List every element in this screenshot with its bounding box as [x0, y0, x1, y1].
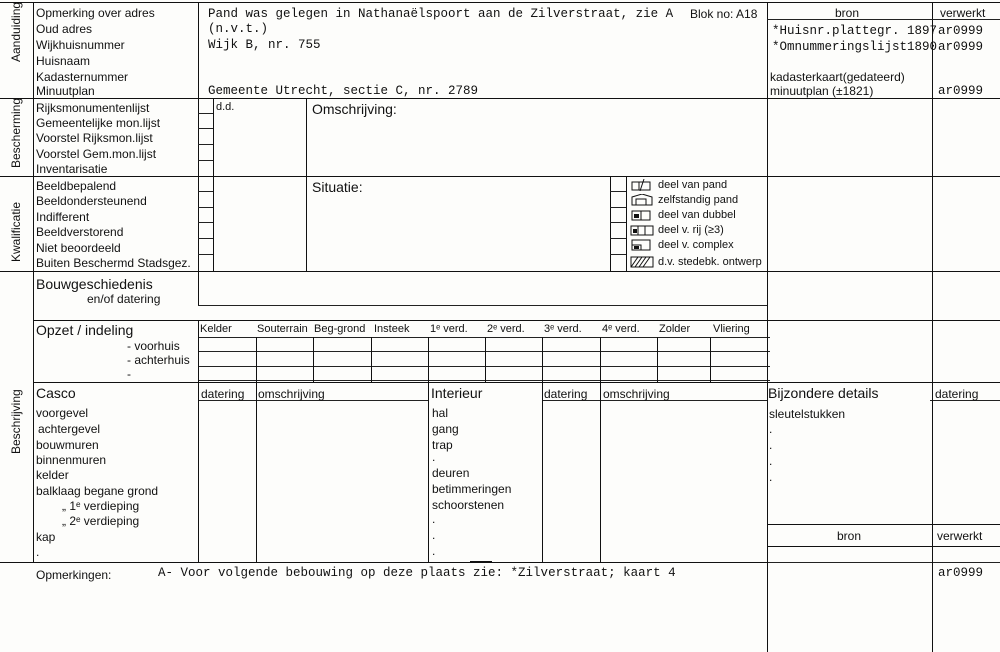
zelfstandig-pand-icon: [630, 194, 654, 206]
casco-omschrijving: omschrijving: [258, 387, 325, 401]
bijzondere-verwerkt: verwerkt: [937, 529, 983, 543]
casco-item: „ 2ᵉ verdieping: [62, 514, 140, 528]
source-1-verwerkt: ar0999: [938, 24, 984, 38]
casco-item: „ 1ᵉ verdieping: [62, 499, 140, 513]
kwalificatie-item: Buiten Beschermd Stadsgez.: [36, 256, 191, 270]
value-wijkhuisnummer: Wijk B, nr. 755: [208, 38, 321, 52]
deel-van-dubbel-icon: [630, 209, 654, 221]
label-kadasternummer: Kadasternummer: [36, 70, 129, 84]
section-aanduiding: Aanduiding: [9, 1, 23, 62]
situatie-label: Situatie:: [312, 179, 363, 195]
situatie-item: d.v. stedebk. ontwerp: [658, 256, 762, 268]
situatie-item: deel van dubbel: [658, 209, 736, 221]
stedebouwkundig-ontwerp-icon: [630, 256, 654, 268]
bijzondere-title: Bijzondere details: [768, 385, 879, 401]
value-opmerking: Pand was gelegen in Nathanaëlspoort aan de Zilverstraat, zie A: [208, 7, 674, 21]
opzet-row-voorhuis: - voorhuis: [127, 339, 180, 353]
interieur-item: trap: [432, 438, 453, 452]
kwalificatie-item: Niet beoordeeld: [36, 241, 121, 255]
situatie-item: deel v. rij (≥3): [658, 224, 724, 236]
section-kwalificatie: Kwalificatie: [9, 201, 23, 262]
opzet-col: Beg-grond: [314, 323, 366, 335]
kwalificatie-item: Beeldverstorend: [36, 225, 124, 239]
bescherming-item: Voorstel Gem.mon.lijst: [36, 147, 157, 161]
bijzondere-item: .: [769, 438, 773, 452]
label-wijkhuisnummer: Wijkhuisnummer: [36, 38, 125, 52]
bijzondere-bron: bron: [837, 529, 862, 543]
label-minuutplan: Minuutplan: [36, 84, 95, 98]
kwalificatie-item: Indifferent: [36, 210, 90, 224]
opzet-col: 3ᵉ verd.: [544, 323, 582, 335]
opzet-col: 4ᵉ verd.: [602, 323, 640, 335]
bijzondere-item: .: [769, 422, 773, 436]
interieur-item: betimmeringen: [432, 482, 512, 496]
bescherming-item: Inventarisatie: [36, 162, 108, 176]
deel-van-complex-icon: [630, 239, 654, 251]
value-minuutplan: Gemeente Utrecht, sectie C, nr. 2789: [208, 84, 479, 98]
source-2: *Omnummeringslijst1890: [772, 40, 938, 54]
casco-item: balklaag begane grond: [36, 484, 159, 498]
opmerkingen-text: A- Voor volgende bebouwing op deze plaats zie: *Zilverstraat; kaart 4: [158, 566, 676, 580]
bijzondere-item: .: [769, 454, 773, 468]
casco-item: binnenmuren: [36, 453, 107, 467]
casco-item: kelder: [36, 468, 69, 482]
situatie-item: zelfstandig pand: [658, 194, 739, 206]
source-3: kadasterkaart(gedateerd): [770, 70, 905, 84]
bescherming-item: Voorstel Rijksmon.lijst: [36, 131, 153, 145]
opzet-col: 1ᵉ verd.: [430, 323, 468, 335]
kwalificatie-item: Beeldbepalend: [36, 179, 117, 193]
bouwgeschiedenis-title: Bouwgeschiedenis: [36, 276, 153, 292]
source-2-verwerkt: ar0999: [938, 40, 984, 54]
casco-item: voorgevel: [36, 406, 89, 420]
opzet-col: Zolder: [659, 323, 691, 335]
verwerkt-header: verwerkt: [940, 6, 986, 20]
opzet-row-achterhuis: - achterhuis: [127, 353, 190, 367]
value-oud-adres: (n.v.t.): [208, 22, 269, 36]
source-4: minuutplan (±1821): [770, 84, 874, 98]
deel-van-rij-icon: [630, 224, 654, 236]
interieur-item: .: [432, 544, 436, 558]
omschrijving-label: Omschrijving:: [312, 101, 397, 117]
label-oud-adres: Oud adres: [36, 22, 93, 36]
opzet-title: Opzet / indeling: [36, 322, 134, 338]
opzet-col: Vliering: [713, 323, 750, 335]
interieur-title: Interieur: [431, 385, 483, 401]
source-4-verwerkt: ar0999: [938, 84, 984, 98]
bijzondere-item: .: [769, 470, 773, 484]
blok-number: Blok no: A18: [690, 7, 758, 21]
situatie-item: deel van pand: [658, 179, 728, 191]
opzet-col: 2ᵉ verd.: [487, 323, 525, 335]
opzet-row-blank: -: [127, 367, 131, 381]
bron-header: bron: [835, 6, 860, 20]
casco-item: .: [36, 545, 40, 559]
interieur-datering: datering: [544, 387, 588, 401]
section-bescherming: Bescherming: [9, 97, 23, 168]
label-huisnaam: Huisnaam: [36, 54, 91, 68]
bescherming-item: Rijksmonumentenlijst: [36, 101, 150, 115]
casco-item: achtergevel: [38, 422, 101, 436]
interieur-item: .: [432, 512, 436, 526]
casco-item: bouwmuren: [36, 438, 99, 452]
situatie-item: deel v. complex: [658, 239, 734, 251]
interieur-omschrijving: omschrijving: [603, 387, 670, 401]
interieur-item: gang: [432, 422, 459, 436]
source-1: *Huisnr.plattegr. 1897: [772, 24, 938, 38]
interieur-item: .: [432, 528, 436, 542]
casco-datering: datering: [201, 387, 245, 401]
interieur-item: .: [432, 450, 436, 464]
casco-item: kap: [36, 530, 56, 544]
opmerkingen-label: Opmerkingen:: [36, 568, 112, 582]
bescherming-item: Gemeentelijke mon.lijst: [36, 116, 161, 130]
interieur-item: schoorstenen: [432, 498, 505, 512]
casco-title: Casco: [36, 385, 76, 401]
opzet-col: Kelder: [200, 323, 232, 335]
opzet-col: Souterrain: [257, 323, 308, 335]
label-opmerking-adres: Opmerking over adres: [36, 6, 155, 20]
section-beschrijving: Beschrijving: [9, 389, 23, 454]
dd-label: d.d.: [216, 101, 235, 113]
opzet-col: Insteek: [374, 323, 410, 335]
deel-van-pand-icon: [630, 179, 654, 191]
kwalificatie-item: Beeldondersteunend: [36, 194, 147, 208]
bijzondere-item: sleutelstukken: [769, 407, 846, 421]
bijzondere-datering: datering: [935, 387, 979, 401]
bouwgeschiedenis-sub: en/of datering: [87, 292, 161, 306]
opmerkingen-verwerkt: ar0999: [938, 566, 984, 580]
interieur-item: deuren: [432, 466, 470, 480]
interieur-item: hal: [432, 406, 449, 420]
